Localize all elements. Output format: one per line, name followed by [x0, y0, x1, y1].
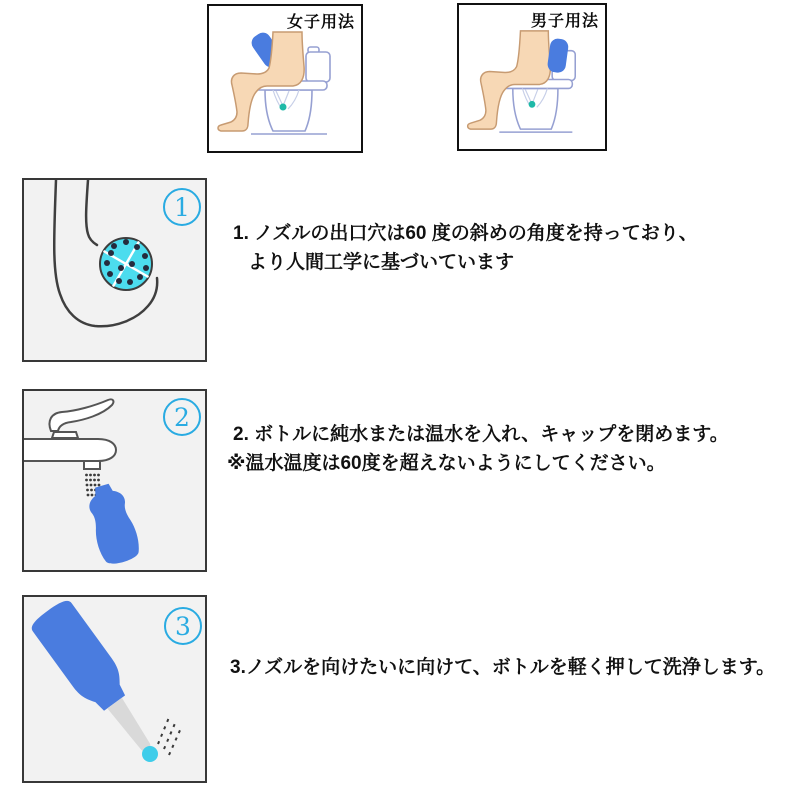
bidet-bottle-icon — [28, 597, 134, 717]
step-1-badge: 1 — [163, 188, 201, 226]
bidet-bottle-icon — [83, 480, 144, 567]
female-usage-panel — [207, 4, 363, 153]
step-2-text: 2. ボトルに純水または温水を入れ、キャップを閉めます。 ※温水温度は60度を超えないようにしてください。 — [227, 424, 729, 474]
female-usage-label: 女子用法 — [286, 14, 355, 31]
step-2-badge: 2 — [163, 398, 201, 436]
step-3-badge: 3 — [164, 607, 202, 645]
step-1-image-box — [22, 178, 207, 362]
male-usage-panel — [457, 3, 607, 151]
spray-dot-icon — [280, 104, 287, 111]
faucet-handle-icon — [49, 399, 113, 431]
step-3-text: 3.ノズルを向けたいに向けて、ボトルを軽く押して洗浄します。 — [230, 657, 776, 678]
male-usage-label: 男子用法 — [530, 13, 599, 30]
nozzle-tip-icon — [142, 746, 158, 762]
step-1-text: 1. ノズルの出口穴は60 度の斜めの角度を持っており、 より人間工学に基づいています — [233, 223, 698, 273]
spray-dot-icon — [529, 101, 536, 108]
step-3-image-box — [22, 595, 207, 783]
faucet-spout-icon — [84, 461, 100, 469]
faucet-body-icon — [24, 439, 116, 461]
step-2-image-box — [22, 389, 207, 572]
spray-jet-icon — [158, 715, 181, 755]
